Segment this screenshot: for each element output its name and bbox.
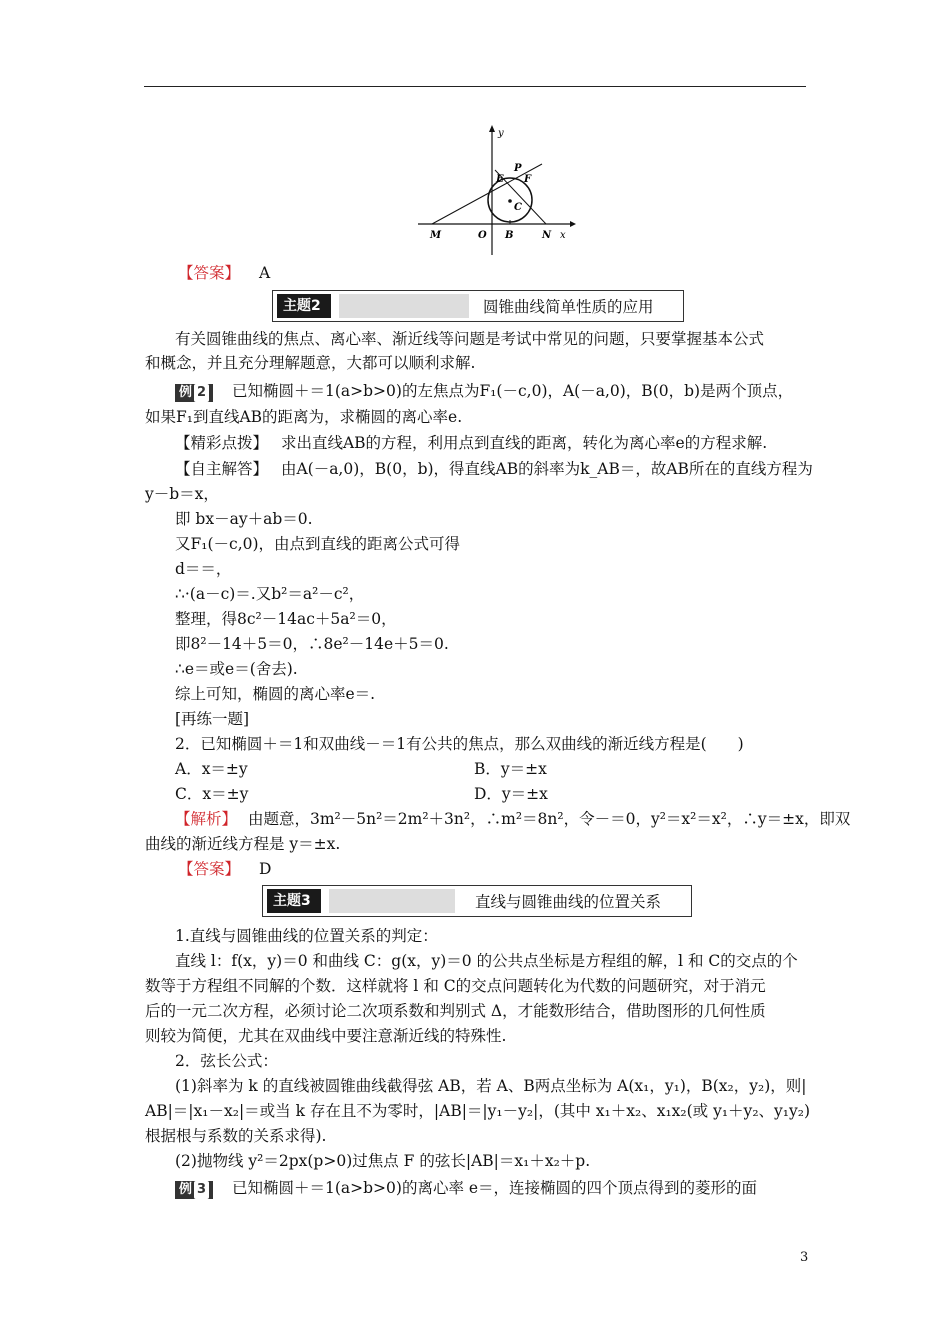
analysis-text: 由题意，3m²－5n²＝2m²＋3n²，∴m²＝8n²，令－＝0，y²＝x²＝x²，∴y＝±x，即双: [247, 810, 851, 828]
para-line: 和概念，并且充分理解题意，大都可以顺利求解.: [145, 354, 476, 372]
answer-1-label: 【答案】: [178, 264, 241, 282]
para-line: 即 bx－ay＋ab＝0.: [175, 510, 313, 528]
example-3-line: [175, 1177, 757, 1199]
option-d: D．y＝±x: [474, 785, 548, 803]
label-y: y: [498, 128, 504, 139]
para-line: ∴·(a－c)＝.又b²＝a²－c²，: [175, 585, 365, 603]
label-m: M: [430, 230, 442, 241]
label-f: F: [524, 174, 532, 185]
answer-1-value: A: [258, 264, 271, 282]
para-line: d＝＝，: [175, 560, 232, 578]
hint-text: 求出直线AB的方程，利用点到直线的距离，转化为离心率e的方程求解.: [280, 434, 768, 452]
label-n: N: [542, 230, 552, 241]
page-number: 3: [800, 1250, 809, 1265]
para-line: 直线 l：f(x，y)＝0 和曲线 C：g(x，y)＝0 的公共点坐标是方程组的解，l 和 C的交点的个: [175, 952, 798, 970]
hint-line: [175, 432, 767, 454]
example-3-badge: [175, 1181, 213, 1199]
answer-2-value: D: [258, 860, 272, 878]
example-2-line: [175, 380, 793, 402]
option-a: A．x＝±y: [175, 760, 248, 778]
para-line: 2．弦长公式：: [175, 1052, 278, 1070]
para-line: 曲线的渐近线方程是 y＝±x.: [145, 835, 341, 853]
label-p: P: [514, 163, 522, 174]
solution-text: 由A(－a,0)，B(0，b)，得直线AB的斜率为k_AB＝，故AB所在的直线方程为: [280, 460, 813, 478]
para-line: 又F₁(－c,0)，由点到直线的距离公式可得: [175, 535, 461, 553]
example-3-badge-num: 3: [194, 1181, 209, 1199]
topic-3-header: [262, 885, 692, 917]
label-e: E: [496, 174, 504, 185]
label-c: C: [514, 202, 522, 213]
para-line: 后的一元二次方程，必须讨论二次项系数和判别式 Δ，才能数形结合，借助图形的几何性质: [145, 1002, 766, 1020]
para-line: 整理，得8c²－14ac＋5a²＝0，: [175, 610, 397, 628]
label-x: x: [560, 230, 566, 241]
example-3-text: 已知椭圆＋＝1(a>b>0)的离心率 e＝，连接椭圆的四个顶点得到的菱形的面: [232, 1179, 758, 1197]
para-line: 如果F₁到直线AB的距离为，求椭圆的离心率e.: [145, 408, 463, 426]
answer-2-label: 【答案】: [178, 860, 241, 878]
para-line: ∴e＝或e＝(舍去).: [175, 660, 298, 678]
y-arrow: [489, 125, 495, 132]
practice-heading: [再练一题]: [175, 710, 250, 728]
para-line: (1)斜率为 k 的直线被圆锥曲线截得弦 AB，若 A、B两点坐标为 A(x₁，y₁)，B(x₂，y₂)，则|: [175, 1077, 807, 1095]
example-2-badge: [175, 384, 213, 402]
analysis-label: 【解析】: [175, 810, 238, 828]
solution-label: 【自主解答】: [175, 460, 269, 478]
example-2-badge-text: 例: [179, 385, 193, 400]
example-3-badge-text: 例: [179, 1182, 193, 1197]
para-line: 根据根与系数的关系求得).: [145, 1127, 327, 1145]
example-2-badge-num: 2: [194, 384, 209, 402]
topic-3-title: 直线与圆锥曲线的位置关系: [475, 893, 662, 911]
para-line: 即8²－14＋5＝0，∴8e²－14e＋5＝0.: [175, 635, 449, 653]
para-line: 1.直线与圆锥曲线的位置关系的判定：: [175, 927, 438, 945]
para-line: 数等于方程组不同解的个数．这样就将 l 和 C的交点问题转化为代数的问题研究，对于消元: [145, 977, 766, 995]
para-line: 综上可知，椭圆的离心率e＝.: [175, 685, 376, 703]
x-arrow: [570, 221, 576, 227]
para-line: 有关圆锥曲线的焦点、离心率、渐近线等问题是考试中常见的问题，只要掌握基本公式: [175, 330, 765, 348]
hint-label: 【精彩点拨】: [175, 434, 269, 452]
example-2-text: 已知椭圆＋＝1(a>b>0)的左焦点为F₁(－c,0)，A(－a,0)，B(0，b)是两个顶点，: [232, 382, 794, 400]
para-line: y－b＝x，: [145, 485, 219, 503]
topic-3-label: 主题3: [267, 889, 321, 913]
para-line: (2)抛物线 y²＝2px(p>0)过焦点 F 的弦长|AB|＝x₁＋x₂＋p.: [175, 1152, 591, 1170]
topic-3-band: [329, 889, 455, 913]
topic-2-title: 圆锥曲线简单性质的应用: [483, 298, 654, 316]
para-line: 则较为简便，尤其在双曲线中要注意渐近线的特殊性.: [145, 1027, 507, 1045]
answer-1: [178, 262, 270, 284]
center-dot: [508, 199, 512, 203]
solution-line: [175, 458, 813, 480]
answer-2: [178, 858, 271, 880]
para-line: AB|＝|x₁－x₂|＝或当 k 存在且不为零时，|AB|＝|y₁－y₂|，(其中 x₁＋x₂、x₁x₂(或 y₁＋y₂、y₁y₂): [145, 1102, 811, 1120]
question-2: 2．已知椭圆＋＝1和双曲线－＝1有公共的焦点，那么双曲线的渐近线方程是( ): [175, 735, 744, 753]
label-o: O: [478, 230, 487, 241]
analysis-line: [175, 808, 850, 830]
topic-2-label: 主题2: [277, 294, 331, 318]
topic-2-header: [272, 290, 684, 322]
option-b: B．y＝±x: [474, 760, 547, 778]
geometry-figure: [410, 120, 580, 260]
option-c: C．x＝±y: [175, 785, 249, 803]
label-b: B: [505, 230, 514, 241]
header-rule: [144, 86, 806, 87]
topic-2-band: [339, 294, 469, 318]
